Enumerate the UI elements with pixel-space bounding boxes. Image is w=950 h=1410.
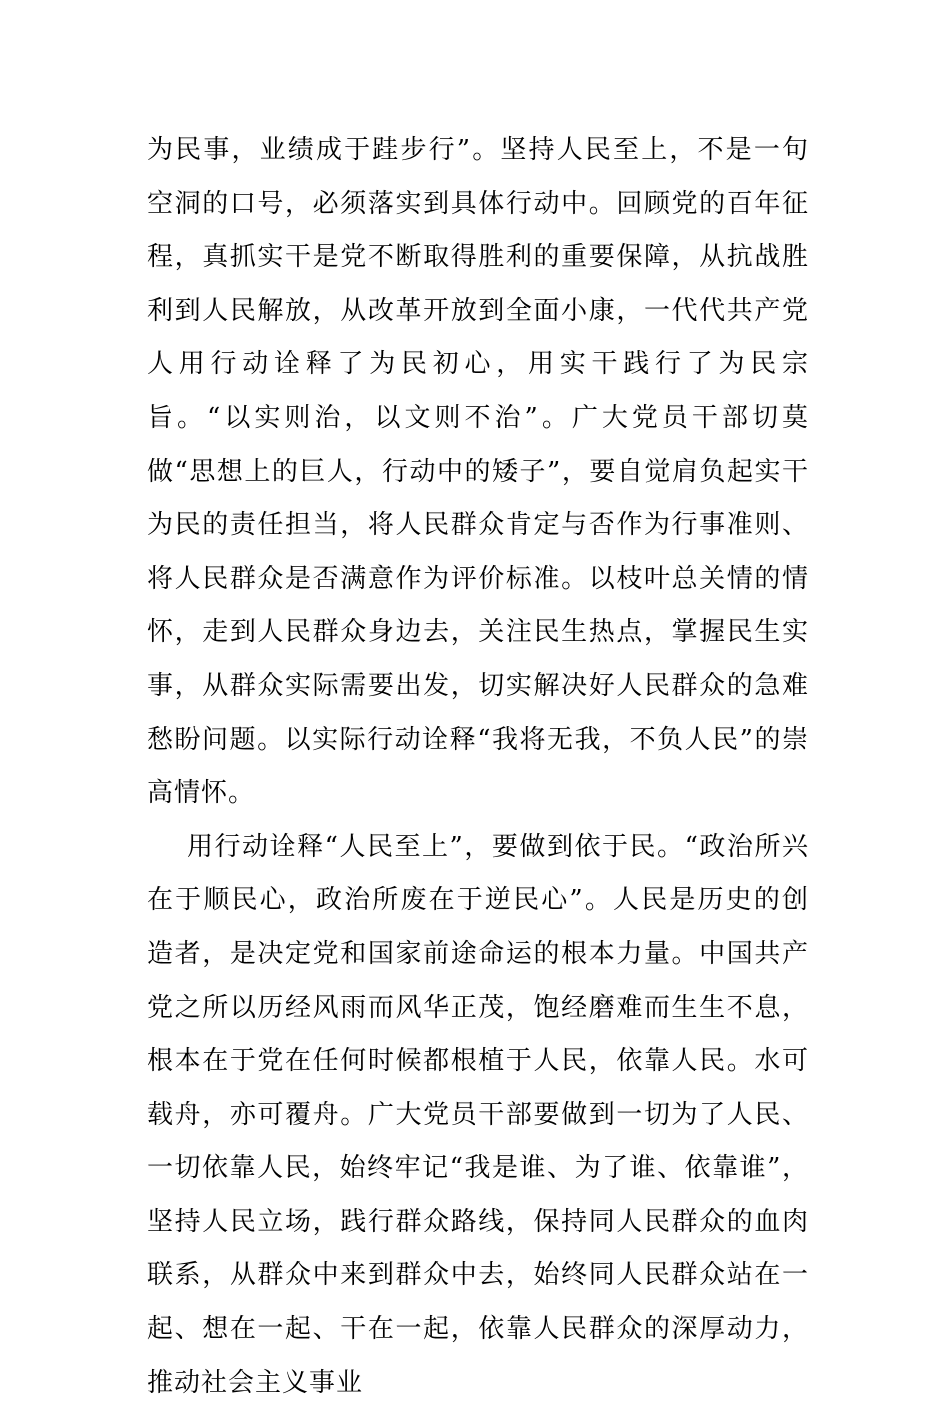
paragraph-continued: 为民事，业绩成于跬步行”。坚持人民至上，不是一句空洞的口号，必须落实到具体行动中。回顾党的百年征程，真抓实干是党不断取得胜利的重要保障，从抗战胜利到人民解放，从改革开放到全面小康，一代代共产党人用行动诠释了为民初心，用实干践行了为民宗旨。“以实则治，以文则不治”。广大党员干部切莫做“思想上的巨人，行动中的矮子”，要自觉肩负起实干为民的责任担当，将人民群众肯定与否作为行事准则、将人民群众是否满意作为评价标准。以枝叶总关情的情怀，走到人民群众身边去，关注民生热点，掌握民生实事，从群众实际需要出发，切实解决好人民群众的急难愁盼问题。以实际行动诠释“我将无我，不负人民”的崇高情怀。 [147, 135, 809, 809]
paragraph-rely-on-people: 用行动诠释“人民至上”，要做到依于民。“政治所兴在于顺民心，政治所废在于逆民心”。人民是历史的创造者，是决定党和国家前途命运的根本力量。中国共产党之所以历经风雨而风华正茂，饱经磨难而生生不息，根本在于党在任何时候都根植于人民，依靠人民。水可载舟，亦可覆舟。广大党员干部要做到一切为了人民、一切依靠人民，始终牢记“我是谁、为了谁、依靠谁”，坚持人民立场，践行群众路线，保持同人民群众的血肉联系，从群众中来到群众中去，始终同人民群众站在一起、想在一起、干在一起，依靠人民群众的深厚动力，推动社会主义事业 [147, 831, 809, 1398]
document-page [147, 124, 809, 1410]
